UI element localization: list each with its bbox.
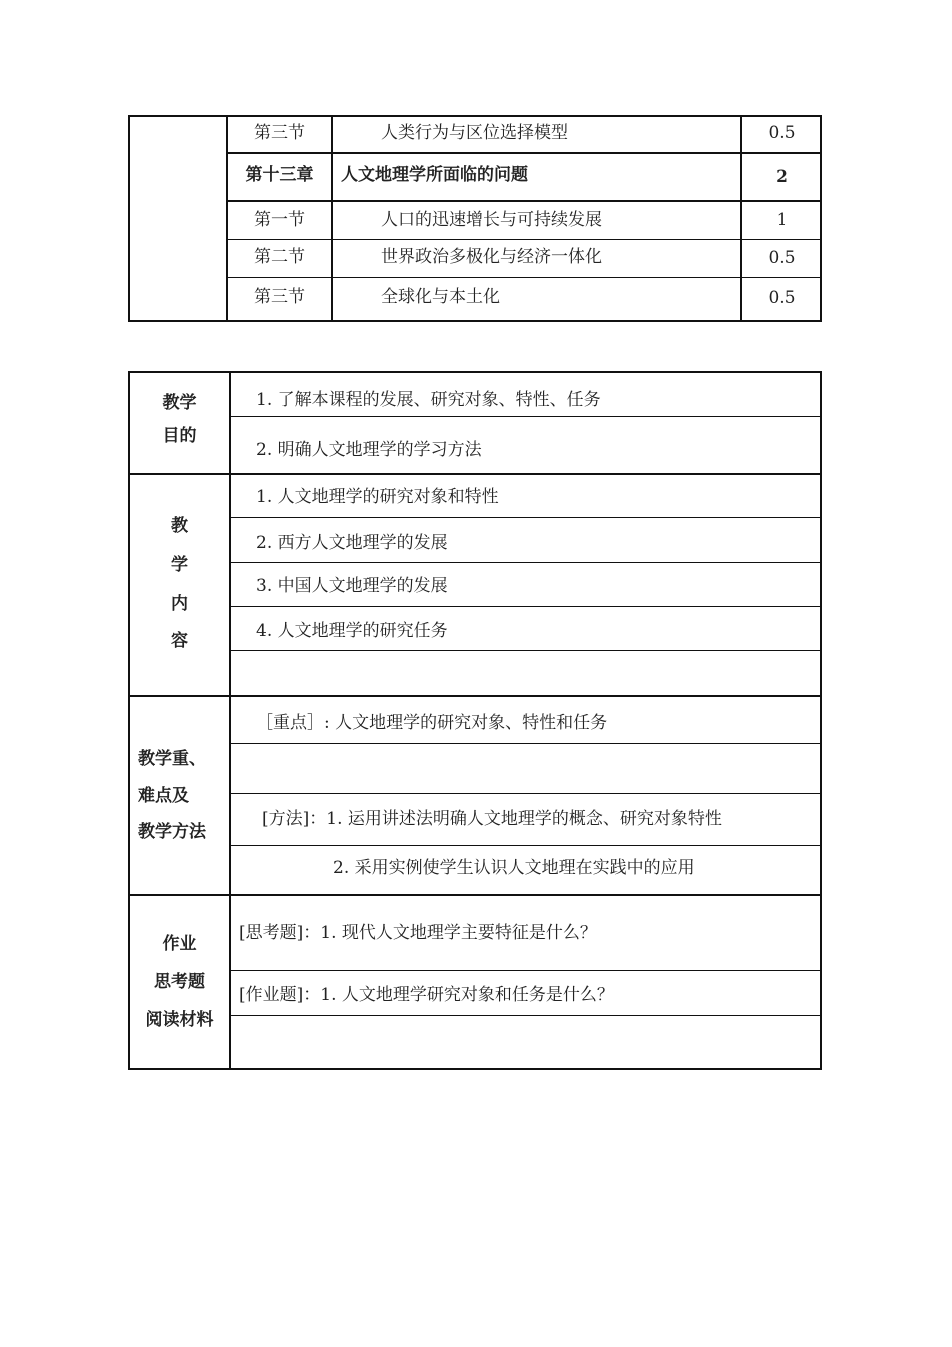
content-item: 2. 西方人文地理学的发展: [256, 533, 448, 553]
content-item: 3. 中国人文地理学的发展: [256, 576, 448, 596]
section-divider: [128, 473, 822, 475]
table-row-hours: 0.5: [768, 123, 796, 143]
schedule-row-divider: [226, 152, 822, 154]
chapter-title-section: 第十三章: [245, 165, 314, 185]
schedule-row-divider: [226, 239, 822, 240]
table-row-topic: 世界政治多极化与经济一体化: [381, 247, 602, 267]
table-row-section: 第一节: [254, 210, 305, 230]
method-item: [方法]：1. 运用讲述法明确人文地理学的概念、研究对象特性: [262, 809, 722, 829]
schedule-row-divider: [226, 200, 822, 202]
key-points: ［重点］: 人文地理学的研究对象、特性和任务: [256, 713, 608, 733]
table-row-topic: 人类行为与区位选择模型: [381, 123, 568, 143]
row-divider: [229, 1015, 822, 1016]
schedule-row-divider: [226, 277, 822, 278]
plan-col-divider: [229, 371, 231, 1070]
table-row-section: 第三节: [254, 287, 305, 307]
row-divider: [229, 606, 822, 607]
table-row-hours: 0.5: [768, 288, 796, 308]
section-divider: [128, 695, 822, 697]
row-divider: [229, 416, 822, 417]
homework-label: 阅读材料: [145, 1010, 214, 1030]
row-divider: [229, 970, 822, 971]
table-row-hours: 0.5: [768, 248, 796, 268]
row-divider: [229, 743, 822, 744]
schedule-col-divider: [331, 115, 333, 322]
table-row-section: 第二节: [254, 247, 305, 267]
chapter-title-hours: 2: [776, 167, 788, 187]
chapter-title-topic: 人文地理学所面临的问题: [341, 165, 528, 185]
row-divider: [229, 517, 822, 518]
content-item: 4. 人文地理学的研究任务: [256, 621, 448, 641]
homework-label: 作业: [162, 934, 197, 954]
content-label: 内: [171, 594, 188, 614]
objectives-label: 教学: [162, 393, 197, 413]
method-item: 2. 采用实例使学生认识人文地理在实践中的应用: [333, 858, 695, 878]
content-label: 学: [171, 555, 188, 575]
objectives-label: 目的: [162, 426, 197, 446]
content-label: 教: [171, 516, 188, 536]
row-divider: [229, 562, 822, 563]
methods-label: 难点及: [138, 786, 189, 806]
table-row-section: 第三节: [254, 123, 305, 143]
table-row-topic: 全球化与本土化: [381, 287, 500, 307]
row-divider: [229, 845, 822, 846]
table-row-hours: 1: [776, 210, 788, 230]
assignment-item: [作业题]：1. 人文地理学研究对象和任务是什么？: [239, 985, 614, 1005]
objective-item: 2. 明确人文地理学的学习方法: [256, 440, 482, 460]
homework-label: 思考题: [154, 972, 205, 992]
row-divider: [229, 793, 822, 794]
question-item: [思考题]：1. 现代人文地理学主要特征是什么？: [239, 923, 597, 943]
table-row-topic: 人口的迅速增长与可持续发展: [381, 210, 602, 230]
section-divider: [128, 894, 822, 896]
methods-label: 教学方法: [138, 822, 206, 842]
content-label: 容: [171, 631, 188, 651]
row-divider: [229, 650, 822, 651]
methods-label: 教学重、: [138, 749, 206, 769]
content-item: 1. 人文地理学的研究对象和特性: [256, 487, 499, 507]
objective-item: 1. 了解本课程的发展、研究对象、特性、任务: [256, 390, 601, 410]
